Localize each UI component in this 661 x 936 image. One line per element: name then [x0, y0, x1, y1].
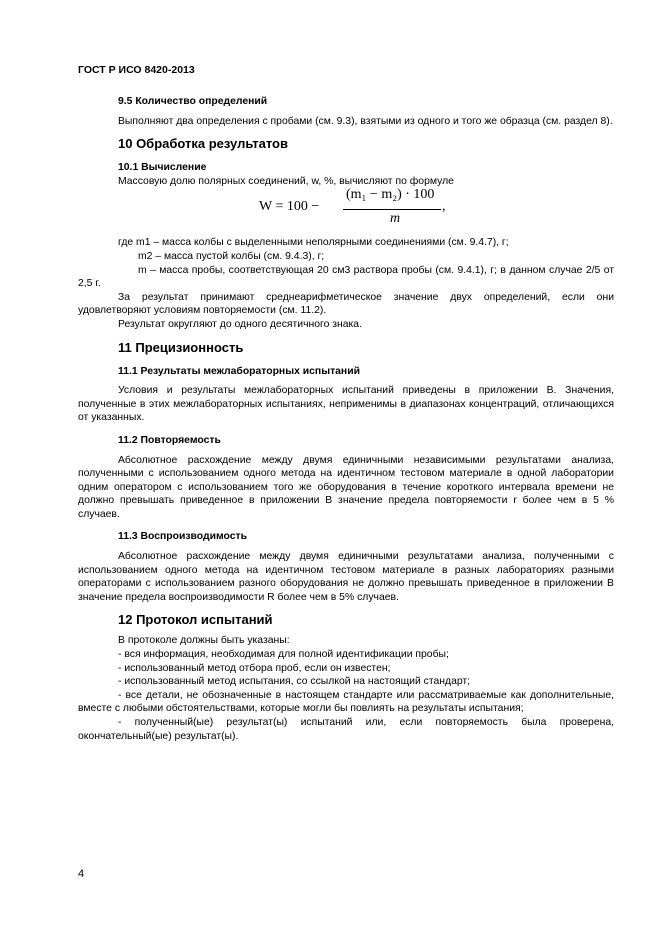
formula-tail: ,: [442, 199, 446, 215]
document-body: [78, 92, 614, 743]
list-item: - полученный(ые) результат(ы) испытаний или, если повторяемость была проверена, окончательный(ые) результат(ы).: [78, 717, 614, 742]
section-9-5-text: Выполняют два определения с пробами (см. 9.3), взятыми из одного и того же образца (см. раздел 8).: [118, 115, 613, 127]
section-11-2-heading: 11.2 Повторяемость: [118, 434, 221, 446]
formula-numerator: (m₁ − m₂) · 100: [346, 187, 435, 203]
where-m: m – масса пробы, соответствующая 20 см3 раствора пробы (см. 9.4.1), г; в данном случае 2/5 от 2,5 г.: [78, 264, 614, 290]
list-item: - использованный метод испытания, со ссылкой на настоящий стандарт;: [118, 676, 471, 688]
formula-block: [78, 187, 614, 234]
result-text-2: Результат округляют до одного десятичного знака.: [118, 318, 362, 330]
protocol-intro: В протоколе должны быть указаны:: [118, 635, 290, 647]
list-item: - вся информация, необходимая для полной идентификации пробы;: [118, 649, 449, 661]
result-text-1: За результат принимают среднеарифметическое значение двух определений, если они удовлетворяют условиям повторяемости (см. 11.2).: [78, 291, 614, 317]
section-11-heading: 11 Прецизионность: [118, 339, 244, 355]
page-number: 4: [78, 868, 85, 880]
formula-intro: Массовую долю полярных соединений, w, %, вычисляют по формуле: [118, 175, 454, 187]
section-10-heading: 10 Обработка результатов: [118, 136, 288, 152]
section-11-1-text: Условия и результаты межлабораторных испытаний приведены в приложении В. Значения, полученные в этих межлабораторных испытаниях, неприменимы в диапазонах концентраций, отличающихся от указанных.: [78, 385, 614, 424]
where-m1: где m1 – масса колбы с выделенными неполярными соединениями (см. 9.4.7), г;: [118, 237, 509, 249]
section-12-heading: 12 Протокол испытаний: [118, 612, 273, 628]
document-header: ГОСТ Р ИСО 8420-2013: [78, 64, 195, 76]
section-9-5-heading: 9.5 Количество определений: [118, 96, 268, 107]
formula-lhs: W = 100 −: [259, 199, 320, 215]
section-11-2-text: Абсолютное расхождение между двумя единичными независимыми результатами анализа, полученными с использованием одного метода на идентичном тестовом материале в одной лаборатории одним оператором с использованием того же оборудования в течение короткого интервала времени не должно превышать приведенное в приложении В значение предела повторяемости r более чем в 5 % случаев.: [78, 454, 614, 520]
where-m2: m2 – масса пустой колбы (см. 9.4.3), г;: [138, 250, 325, 262]
fraction-bar: [343, 209, 441, 210]
section-11-3-heading: 11.3 Воспроизводимость: [118, 531, 248, 543]
list-item: - все детали, не обозначенные в настоящем стандарте или рассматриваемые как дополнительные, вместе с любыми обстоятельствами, которые могли бы повлиять на результаты испытания;: [78, 689, 614, 715]
section-10-1-heading: 10.1 Вычисление: [118, 162, 207, 174]
list-item: - использованный метод отбора проб, если он известен;: [118, 662, 391, 674]
formula-denominator: m: [390, 211, 401, 227]
section-11-1-heading: 11.1 Результаты межлабораторных испытаний: [118, 365, 360, 377]
section-11-3-text: Абсолютное расхождение между двумя единичными результатами анализа, полученными с использованием одного метода на идентичном тестовом материале в разных лабораториях разными операторами с использованием разного оборудования не должно превышать приведенное в приложении В значение предела воспроизводимости R более чем в 5% случаев.: [78, 551, 614, 603]
